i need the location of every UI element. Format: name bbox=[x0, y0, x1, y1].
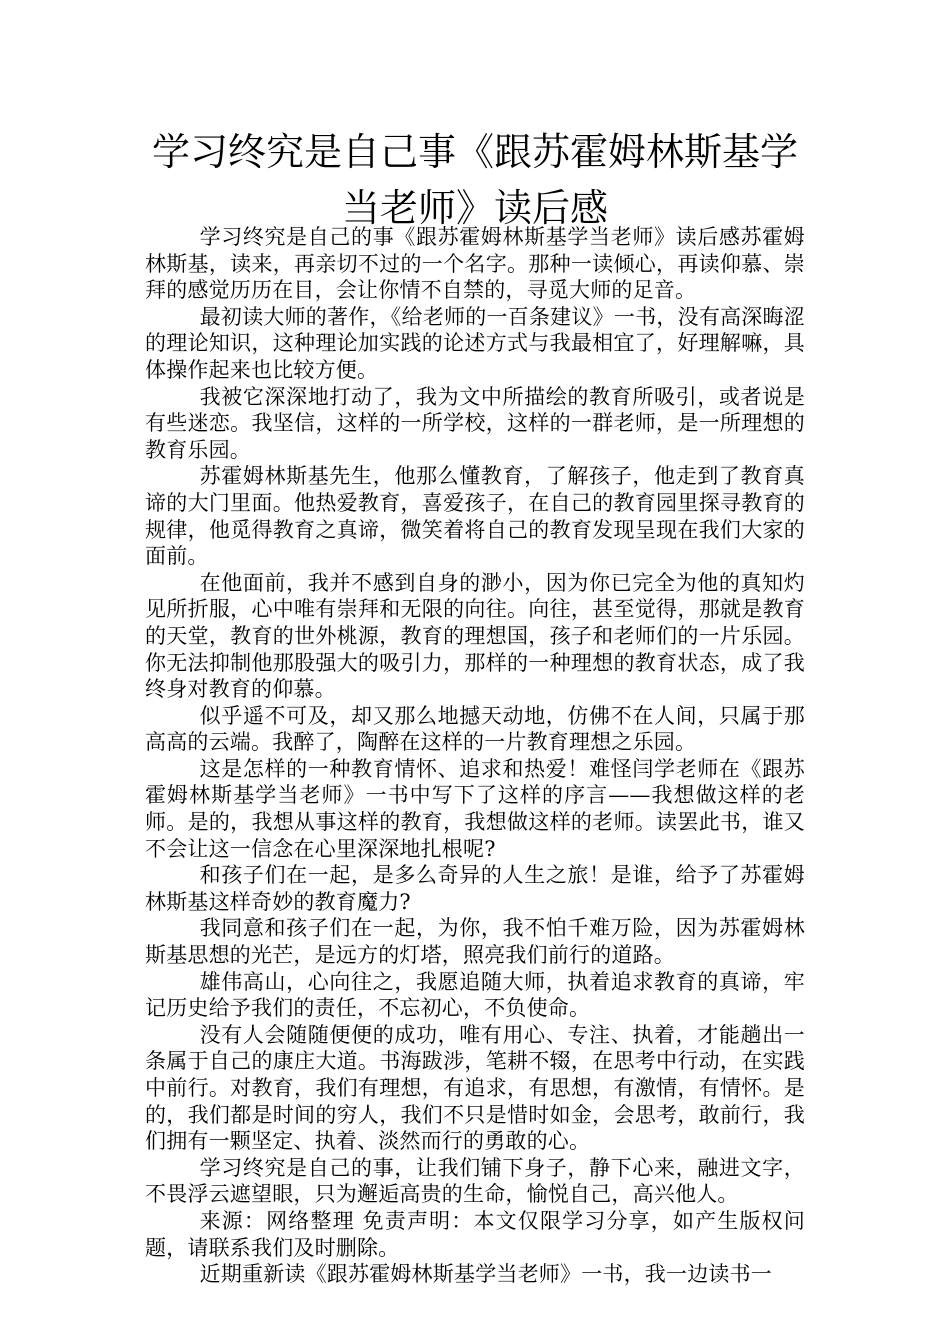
source-disclaimer: 来源：网络整理 免责声明：本文仅限学习分享，如产生版权问题，请联系我们及时删除。 bbox=[145, 1208, 805, 1260]
paragraph: 学习终究是自己的事《跟苏霍姆林斯基学当老师》读后感苏霍姆林斯基，读来，再亲切不过的一个名字。那种一读倾心，再读仰慕、崇拜的感觉历历在目，会让你情不自禁的，寻觅大师的足音。 bbox=[145, 225, 805, 303]
document-body bbox=[145, 224, 805, 1288]
document-title: 学习终究是自己事《跟苏霍姆林斯基学当老师》读后感 bbox=[151, 130, 798, 230]
paragraph: 近期重新读《跟苏霍姆林斯基学当老师》一书，我一边读书一 bbox=[199, 1262, 772, 1287]
paragraph: 雄伟高山，心向往之，我愿追随大师，执着追求教育的真谛，牢记历史给予我们的责任，不忘初心，不负使命。 bbox=[145, 969, 805, 1021]
paragraph: 和孩子们在一起，是多么奇异的人生之旅！是谁，给予了苏霍姆林斯基这样奇妙的教育魔力? bbox=[145, 863, 805, 914]
paragraph: 学习终究是自己的事，让我们铺下身子，静下心来，融进文字，不畏浮云遮望眼，只为邂逅高贵的生命，愉悦自己，高兴他人。 bbox=[145, 1155, 805, 1207]
paragraph: 在他面前，我并不感到自身的渺小，因为你已完全为他的真知灼见所折服，心中唯有崇拜和无限的向往。向往，甚至觉得，那就是教育的天堂，教育的世外桃源，教育的理想国，孩子和老师们的一片乐园。你无法抑制他那股强大的吸引力，那样的一种理想的教育状态，成了我终身对教育的仰慕。 bbox=[145, 570, 805, 702]
paragraph: 最初读大师的著作，《给老师的一百条建议》一书，没有高深晦涩的理论知识，这种理论加实践的论述方式与我最相宜了，好理解嘛，具体操作起来也比较方便。 bbox=[145, 304, 805, 382]
paragraph: 我被它深深地打动了，我为文中所描绘的教育所吸引，或者说是有些迷恋。我坚信，这样的一所学校，这样的一群老师，是一所理想的教育乐园。 bbox=[145, 384, 805, 462]
paragraph: 这是怎样的一种教育情怀、追求和热爱！难怪闫学老师在《跟苏霍姆林斯基学当老师》一书中写下了这样的序言——我想做这样的老师。是的，我想从事这样的教育，我想做这样的老师。读罢此书，谁又不会让这一信念在心里深深地扎根呢? bbox=[145, 756, 805, 861]
paragraph: 苏霍姆林斯基先生，他那么懂教育，了解孩子，他走到了教育真谛的大门里面。他热爱教育，喜爱孩子，在自己的教育园里探寻教育的规律，他觅得教育之真谛，微笑着将自己的教育发现呈现在我们大家的面前。 bbox=[145, 464, 805, 569]
paragraph: 没有人会随随便便的成功，唯有用心、专注、执着，才能趟出一条属于自己的康庄大道。书海跋涉，笔耕不辍，在思考中行动，在实践中前行。对教育，我们有理想，有追求，有思想，有激情，有情怀。是的，我们都是时间的穷人，我们不只是惜时如金，会思考，敢前行，我们拥有一颗坚定、执着、淡然而行的勇敢的心。 bbox=[145, 1022, 805, 1154]
paragraph: 我同意和孩子们在一起，为你，我不怕千难万险，因为苏霍姆林斯基思想的光芒，是远方的灯塔，照亮我们前行的道路。 bbox=[145, 916, 805, 968]
paragraph: 似乎遥不可及，却又那么地撼天动地，仿佛不在人间，只属于那高高的云端。我醉了，陶醉在这样的一片教育理想之乐园。 bbox=[145, 703, 805, 755]
